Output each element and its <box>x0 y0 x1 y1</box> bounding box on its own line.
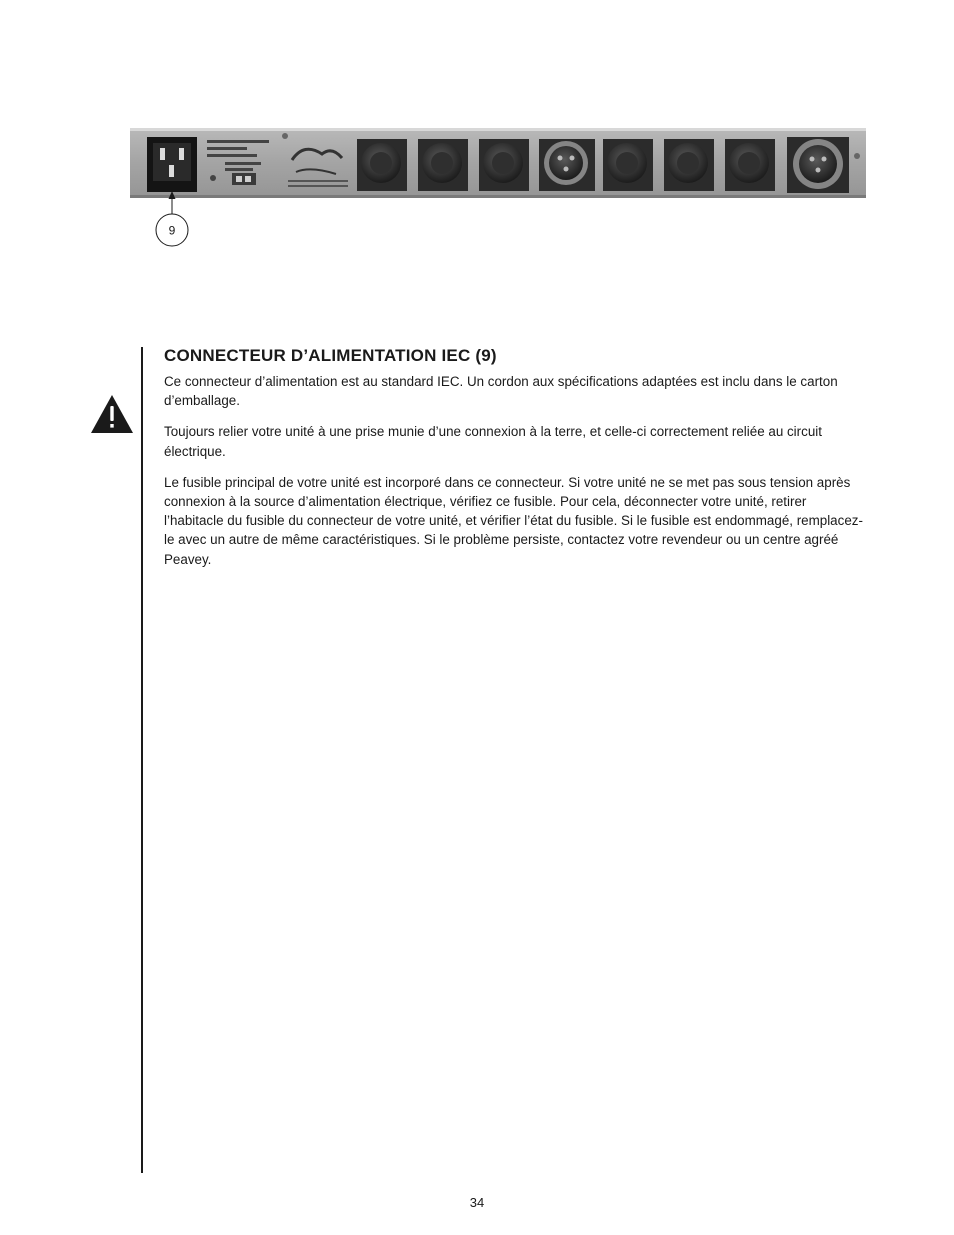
iec-power-connector <box>147 137 197 192</box>
rear-panel-illustration <box>0 0 954 260</box>
section-title: CONNECTEUR D’ALIMENTATION IEC (9) <box>164 346 497 365</box>
warning-triangle-icon <box>90 394 134 434</box>
section-content <box>164 346 864 581</box>
callout-number: 9 <box>168 223 176 238</box>
paragraph-1: Ce connecteur d’alimentation est au standard IEC. Un cordon aux spécifications adaptées est inclu dans le carton d’emballage. <box>164 374 838 409</box>
paragraph-2: Toujours relier votre unité à une prise munie d’une connexion à la terre, et celle-ci correctement reliée au circuit électrique. <box>164 424 822 459</box>
page-number: 34 <box>469 1195 485 1210</box>
left-margin-rule <box>141 347 143 1173</box>
paragraph-3: Le fusible principal de votre unité est incorporé dans ce connecteur. Si votre unité ne se met pas sous tension après connexion à la source d’alimentation électrique, vérifiez ce fusible. Pour cela, déconnecter votre unité, retirer l’habitacle du fusible du connecteur de votre unité, et vérifier l’état du fusible. Si le fusible est endommagé, remplacez-le avec un autre de même caractéristiques. Si le problème persiste, contactez votre revendeur ou un centre agréé Peavey. <box>164 474 863 567</box>
rear-panel-figure <box>0 0 954 260</box>
callout-9 <box>156 191 188 246</box>
